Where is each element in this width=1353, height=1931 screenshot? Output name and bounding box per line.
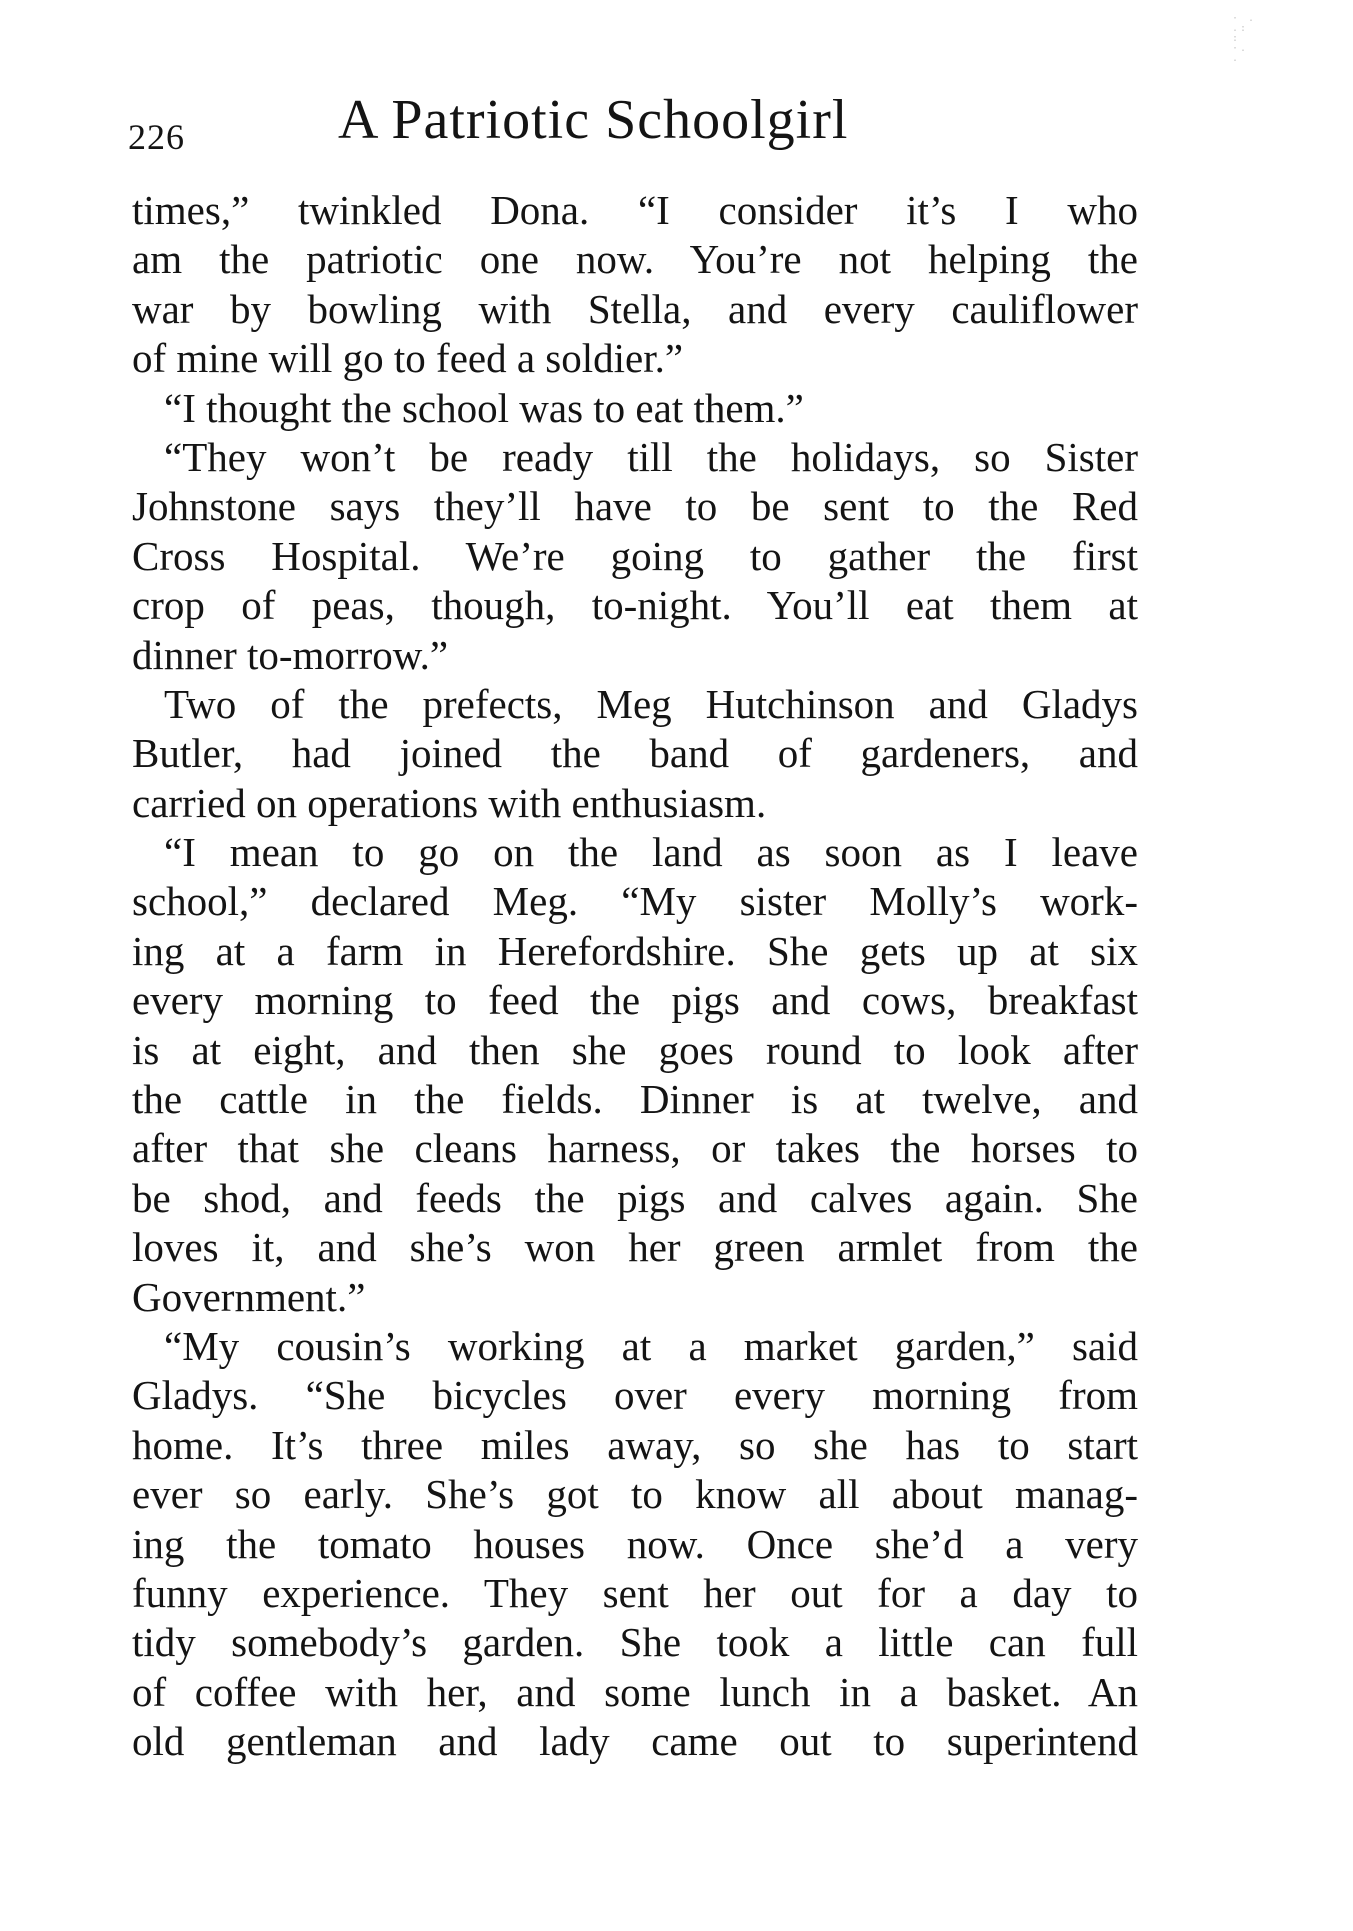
text-line: Johnstone says they’ll have to be sent to the Red bbox=[132, 483, 1138, 530]
text-line: old gentleman and lady came out to superintend bbox=[132, 1718, 1138, 1765]
text-line: carried on operations with enthusiasm. bbox=[132, 779, 767, 826]
text-line: school,” declared Meg. “My sister Molly’s work- bbox=[132, 878, 1138, 925]
text-line: “I thought the school was to eat them.” bbox=[164, 384, 804, 431]
text-line: “I mean to go on the land as soon as I leave bbox=[164, 829, 1138, 876]
paper-speck-mark: · . .: : ·. . bbox=[1232, 13, 1257, 64]
text-line: Gladys. “She bicycles over every morning from bbox=[132, 1372, 1138, 1419]
text-line: every morning to feed the pigs and cows, breakfast bbox=[132, 977, 1138, 1024]
text-line: war by bowling with Stella, and every cauliflower bbox=[132, 285, 1138, 332]
text-line: is at eight, and then she goes round to look after bbox=[132, 1026, 1138, 1073]
text-line: Cross Hospital. We’re going to gather the first bbox=[132, 532, 1138, 579]
text-line: loves it, and she’s won her green armlet from the bbox=[132, 1224, 1138, 1271]
text-line: after that she cleans harness, or takes the horses to bbox=[132, 1125, 1138, 1172]
text-line: times,” twinkled Dona. “I consider it’s I who bbox=[132, 187, 1138, 233]
text-line: home. It’s three miles away, so she has to start bbox=[132, 1421, 1138, 1468]
text-line: Two of the prefects, Meg Hutchinson and Gladys bbox=[164, 680, 1138, 727]
text-line: the cattle in the fields. Dinner is at twelve, and bbox=[132, 1076, 1138, 1123]
text-line: crop of peas, though, to-night. You’ll eat them at bbox=[132, 582, 1138, 629]
body-text bbox=[132, 186, 1138, 1767]
text-line: funny experience. They sent her out for a day to bbox=[132, 1569, 1138, 1616]
text-line: “They won’t be ready till the holidays, so Sister bbox=[164, 433, 1138, 480]
page-header bbox=[128, 88, 1128, 168]
text-line: ing at a farm in Herefordshire. She gets up at six bbox=[132, 927, 1138, 974]
text-line: be shod, and feeds the pigs and calves again. She bbox=[132, 1174, 1138, 1221]
text-line: Butler, had joined the band of gardeners, and bbox=[132, 730, 1138, 777]
text-line: “My cousin’s working at a market garden,” said bbox=[164, 1322, 1138, 1369]
text-line: of coffee with her, and some lunch in a basket. An bbox=[132, 1668, 1138, 1715]
page-number: 226 bbox=[128, 117, 185, 157]
text-line: of mine will go to feed a soldier.” bbox=[132, 335, 684, 382]
text-line: ever so early. She’s got to know all about manag- bbox=[132, 1471, 1138, 1518]
text-line: Government.” bbox=[132, 1273, 366, 1320]
text-line: dinner to-morrow.” bbox=[132, 631, 449, 678]
text-line: tidy somebody’s garden. She took a little can full bbox=[132, 1619, 1138, 1666]
text-line: ing the tomato houses now. Once she’d a very bbox=[132, 1520, 1138, 1567]
running-title: A Patriotic Schoolgirl bbox=[338, 89, 849, 151]
text-line: am the patriotic one now. You’re not helping the bbox=[132, 236, 1138, 283]
